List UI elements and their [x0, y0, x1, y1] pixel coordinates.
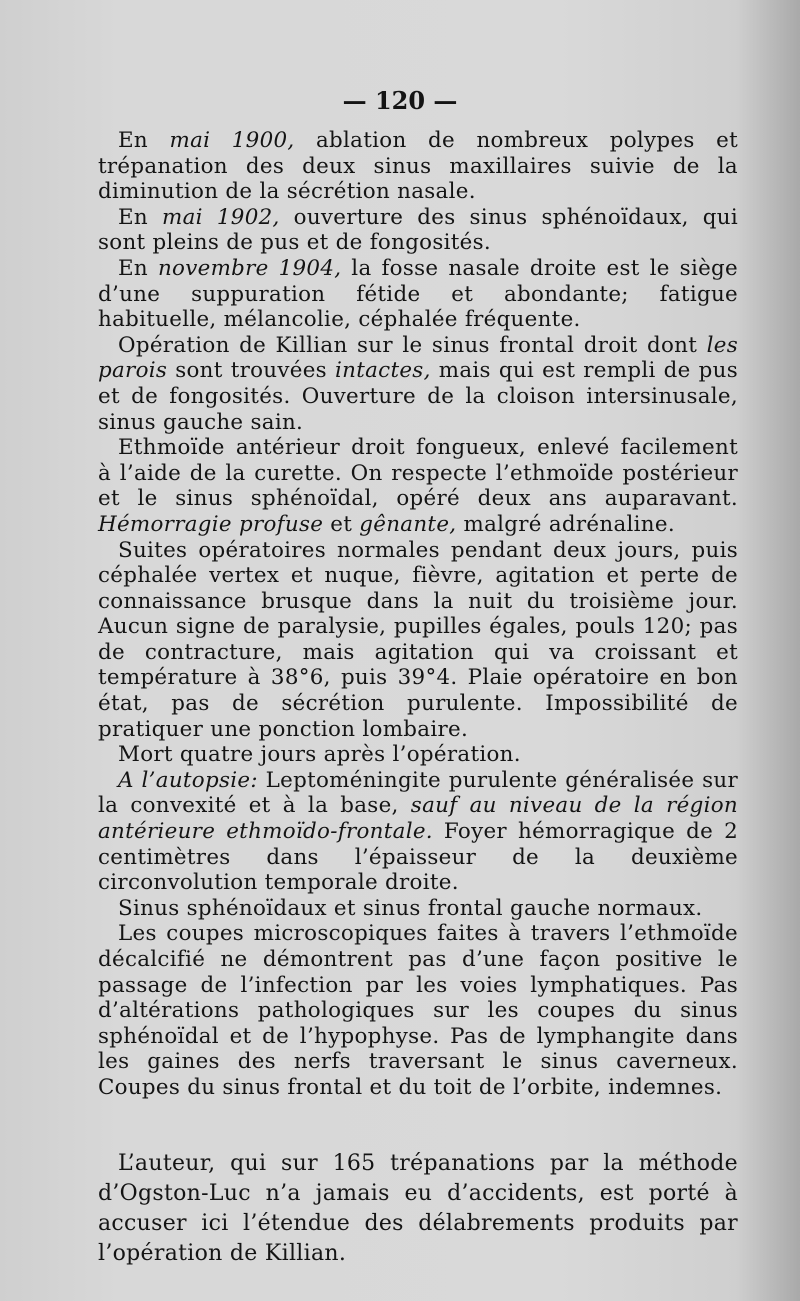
body-paragraph [98, 538, 738, 743]
text-run: et [323, 511, 360, 537]
text-run: En [118, 255, 158, 281]
body-paragraph [98, 333, 738, 435]
page-number: — 120 — [342, 86, 458, 115]
text-run: En [118, 204, 163, 230]
italic-run: mai 1900, [169, 128, 295, 153]
text-run: Les coupes microscopiques faites à travers l’ethmoïde décalcifié ne démontrent pas d’une façon positive le passage de l’infection par les voies lymphatiques. Pas d’altérations pathologiques sur les coupes du sinus sphénoïdal et de l’hypophyse. Pas de lymphangite dans les gaines des nerfs traversant le sinus caverneux. Coupes du sinus frontal et du toit de l’orbite, indemnes. [98, 921, 738, 1100]
body-paragraph [98, 128, 738, 205]
text-run: Suites opératoires normales pendant deux jours, puis céphalée vertex et nuque, fièvre, agitation et perte de connaissance brusque dans la nuit du troisième jour. Aucun signe de paralysie, pupilles égales, pouls 120; pas de contracture, mais agitation qui va croissant et température à 38°6, puis 39°4. Plaie opératoire en bon état, pas de sécrétion purulente. Impossibilité de pratiquer une ponction lombaire. [98, 537, 738, 742]
body-paragraph [98, 896, 738, 922]
text-run: mais qui est rempli de pus et de fongosités. Ouverture de la cloison intersinusale, sinus gauche sain. [98, 358, 739, 435]
italic-run: A l’autopsie: [118, 767, 258, 793]
text-run: ablation de nombreux polypes et trépanation des deux sinus maxillaires suivie de la diminution de la sécrétion nasale. [98, 128, 738, 205]
page-body [98, 128, 738, 1269]
italic-run: gênante, [359, 511, 457, 537]
text-run: En [118, 128, 170, 153]
italic-run: les parois [98, 332, 738, 384]
text-run: sont trouvées [167, 358, 335, 384]
body-paragraph [98, 742, 738, 768]
text-run: Leptoméningite purulente généralisée sur la convexité et à la base, [98, 767, 738, 819]
paragraph-list [98, 128, 738, 1101]
italic-run: intactes, [335, 358, 431, 384]
italic-run: mai 1902, [162, 204, 280, 230]
text-run: ouverture des sinus sphénoïdaux, qui sont pleins de pus et de fongosités. [98, 204, 738, 256]
italic-run: Hémorragie profuse [98, 511, 324, 537]
text-run: Ethmoïde antérieur droit fongueux, enlevé facilement à l’aide de la curette. On respecte l’ethmoïde postérieur et le sinus sphénoïdal, opéré deux ans auparavant. [98, 435, 738, 512]
text-run: Opération de Killian sur le sinus frontal droit dont [118, 332, 707, 358]
body-paragraph [98, 921, 738, 1100]
text-run: Sinus sphénoïdaux et sinus frontal gauche normaux. [118, 895, 703, 921]
text-run: malgré adrénaline. [456, 511, 675, 537]
italic-run: sauf au niveau de la région antérieure ethmoïdo-frontale. [98, 793, 738, 845]
body-paragraph [98, 435, 738, 537]
text-run: la fosse nasale droite est le siège d’une suppuration fétide et abondante; fatigue habituelle, mélancolie, céphalée fréquente. [98, 255, 739, 333]
text-run: Foyer hémorragique de 2 centimètres dans l’épaisseur de la deuxième circonvolution temporale droite. [98, 819, 738, 896]
closing-paragraph: L’auteur, qui sur 165 trépanations par la méthode d’Ogston-Luc n’a jamais eu d’accidents, est porté à accuser ici l’étendue des délabrements produits par l’opération de Killian. [98, 1150, 738, 1266]
italic-run: novembre 1904, [157, 255, 342, 281]
body-paragraph [98, 256, 738, 333]
text-run: Mort quatre jours après l’opération. [118, 742, 521, 768]
body-paragraph [98, 205, 738, 256]
body-paragraph [98, 768, 738, 896]
